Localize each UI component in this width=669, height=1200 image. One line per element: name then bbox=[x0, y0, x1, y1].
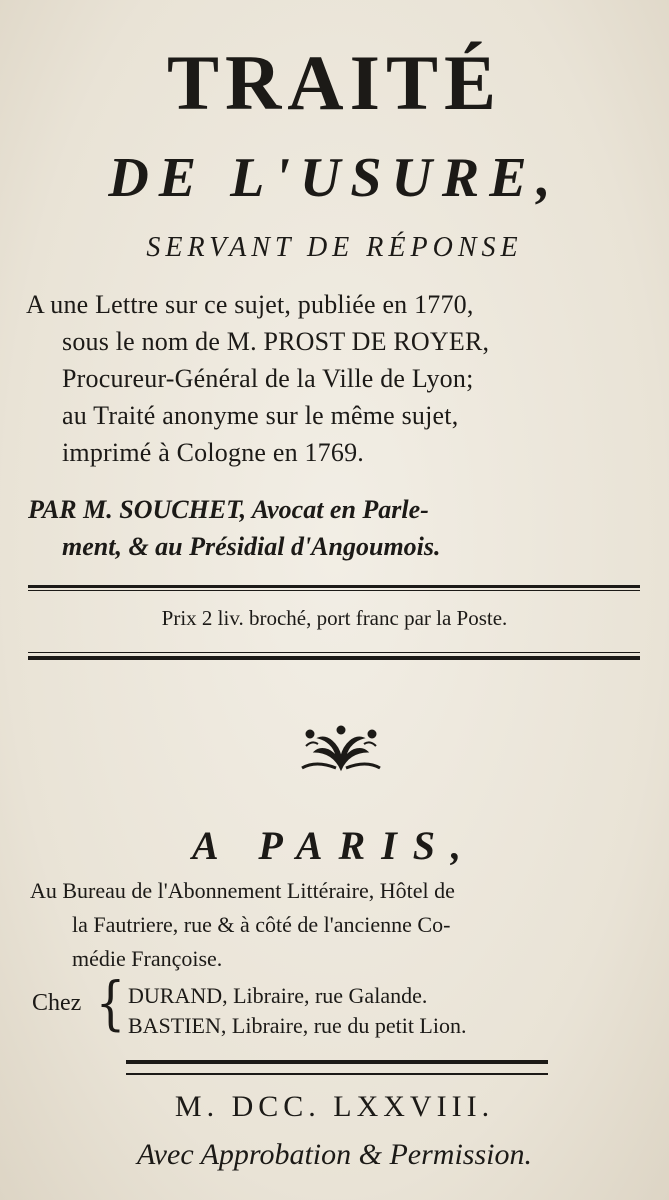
brace-glyph: { bbox=[95, 969, 126, 1037]
subtitle-servant: SERVANT DE RÉPONSE bbox=[146, 232, 523, 263]
divider-rule bbox=[28, 656, 640, 660]
description-line: imprimé à Cologne en 1769. bbox=[62, 438, 364, 467]
bookseller-line: DURAND, Libraire, rue Galande. bbox=[128, 983, 428, 1008]
price-line: Prix 2 liv. broché, port franc par la Poste. bbox=[161, 606, 508, 630]
imprint-address-line: médie Françoise. bbox=[72, 946, 223, 971]
divider-rule bbox=[126, 1073, 548, 1075]
chez-label: Chez bbox=[32, 990, 82, 1016]
description-line: au Traité anonyme sur le même sujet, bbox=[62, 401, 459, 430]
description-line: Procureur-Général de la Ville de Lyon; bbox=[62, 364, 474, 393]
imprint-address-line: Au Bureau de l'Abonnement Littéraire, Hôtel de bbox=[30, 878, 455, 903]
imprint-city: A PARIS, bbox=[191, 823, 478, 868]
book-subtitle: DE L'USURE, bbox=[108, 147, 561, 209]
publication-date: M. DCC. LXXVIII. bbox=[174, 1090, 495, 1123]
description-line: sous le nom de M. PROST DE ROYER, bbox=[62, 327, 490, 356]
author-line: ment, & au Présidial d'Angoumois. bbox=[62, 532, 441, 561]
divider-rule bbox=[28, 652, 640, 653]
fleuron-ornament-icon bbox=[296, 722, 386, 774]
author-line: PAR M. SOUCHET, Avocat en Parle- bbox=[28, 495, 429, 524]
divider-rule bbox=[28, 590, 640, 591]
imprint-address-line: la Fautriere, rue & à côté de l'ancienne Co- bbox=[72, 912, 451, 937]
approbation-line: Avec Approbation & Permission. bbox=[137, 1138, 532, 1171]
book-title: TRAITÉ bbox=[166, 39, 503, 126]
divider-rule bbox=[126, 1060, 548, 1064]
bookseller-line: BASTIEN, Libraire, rue du petit Lion. bbox=[128, 1013, 467, 1038]
divider-rule bbox=[28, 585, 640, 588]
description-line: A une Lettre sur ce sujet, publiée en 1770, bbox=[26, 290, 474, 319]
